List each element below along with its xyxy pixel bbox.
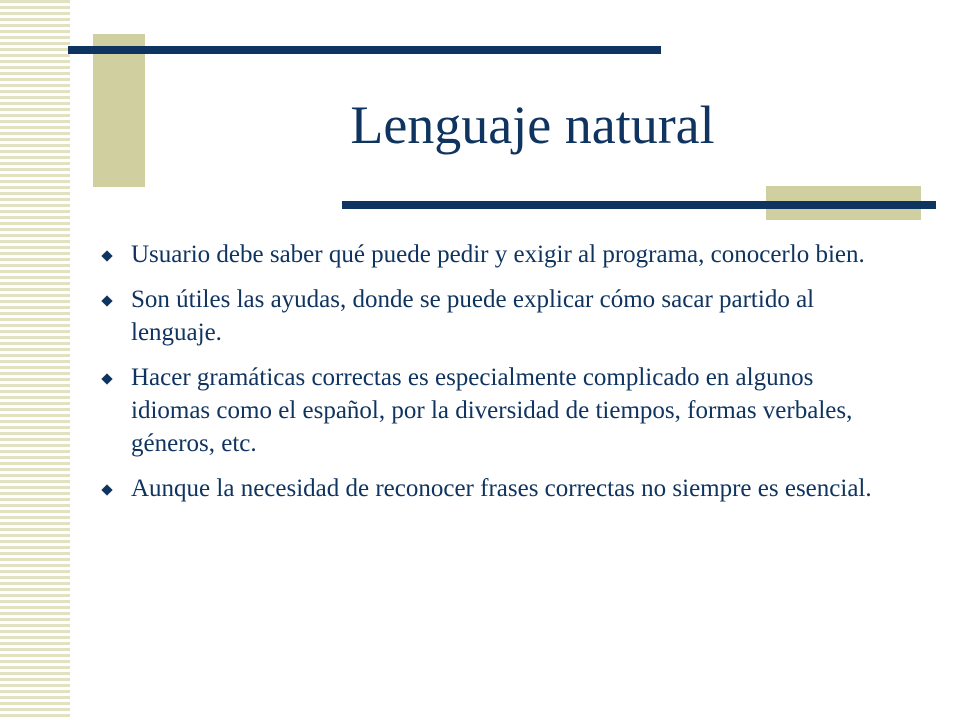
bullet-item: [100, 472, 885, 505]
bullet-text: Son útiles las ayudas, donde se puede explicar cómo sacar partido al lenguaje.: [131, 286, 815, 346]
diamond-bullet-icon: [101, 373, 112, 384]
slide-title: Lenguaje natural: [350, 95, 715, 155]
diamond-bullet-icon: [101, 250, 112, 261]
bullet-item: [100, 283, 885, 349]
bullet-text: Hacer gramáticas correctas es especialmente complicado en algunos idiomas como el español, por la diversidad de tiempos, formas verbales, géneros, etc.: [131, 364, 853, 457]
bullet-text: Usuario debe saber qué puede pedir y exigir al programa, conocerlo bien.: [131, 241, 865, 268]
diamond-bullet-icon: [101, 484, 112, 495]
top-accent-bar: [68, 46, 661, 54]
bullet-list: [100, 238, 885, 517]
title-underline-bar: [342, 201, 936, 209]
bullet-item: [100, 361, 885, 460]
bullet-text: Aunque la necesidad de reconocer frases correctas no siempre es esencial.: [131, 475, 872, 502]
top-left-accent-block: [93, 34, 145, 187]
left-stripe-decoration: [0, 0, 70, 720]
diamond-bullet-icon: [101, 295, 112, 306]
bullet-item: [100, 238, 885, 271]
